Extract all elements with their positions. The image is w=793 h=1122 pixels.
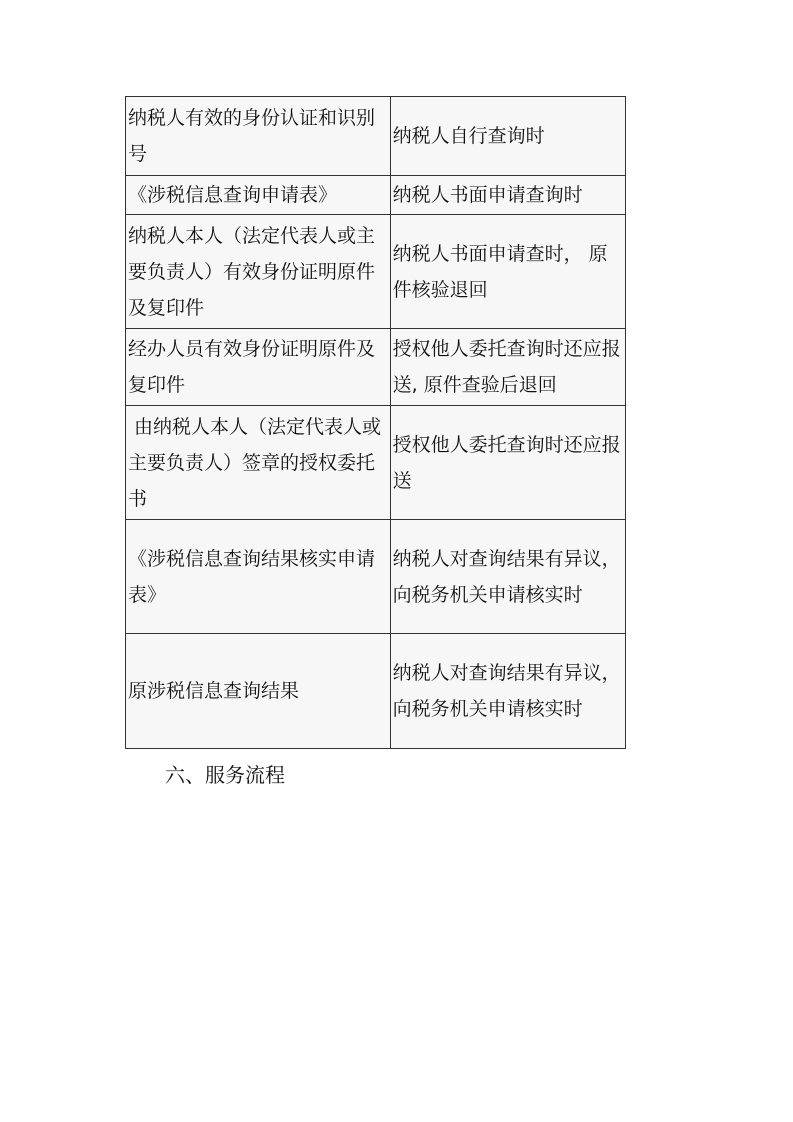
table-row <box>126 634 626 749</box>
material-cell: 经办人员有效身份证明原件及复印件 <box>126 329 391 406</box>
condition-cell: 授权他人委托查询时还应报送, 原件查验后退回 <box>390 329 625 406</box>
condition-cell: 纳税人书面申请查时， 原件核验退回 <box>390 215 625 329</box>
material-cell: 《涉税信息查询申请表》 <box>126 176 391 215</box>
material-cell: 由纳税人本人（法定代表人或主要负责人）签章的授权委托书 <box>126 406 391 520</box>
material-cell: 《涉税信息查询结果核实申请表》 <box>126 520 391 634</box>
table-row <box>126 520 626 634</box>
table-row <box>126 406 626 520</box>
condition-cell: 纳税人自行查询时 <box>390 97 625 176</box>
requirements-table <box>125 96 626 749</box>
table-row <box>126 215 626 329</box>
section-heading: 六、服务流程 <box>165 763 285 787</box>
material-cell: 原涉税信息查询结果 <box>126 634 391 749</box>
material-cell: 纳税人有效的身份认证和识别号 <box>126 97 391 176</box>
condition-cell: 纳税人对查询结果有异议， 向税务机关申请核实时 <box>390 520 625 634</box>
table-row <box>126 176 626 215</box>
material-cell: 纳税人本人（法定代表人或主要负责人）有效身份证明原件及复印件 <box>126 215 391 329</box>
condition-cell: 纳税人书面申请查询时 <box>390 176 625 215</box>
table-row <box>126 329 626 406</box>
condition-cell: 纳税人对查询结果有异议， 向税务机关申请核实时 <box>390 634 625 749</box>
table-row <box>126 97 626 176</box>
condition-cell: 授权他人委托查询时还应报送 <box>390 406 625 520</box>
